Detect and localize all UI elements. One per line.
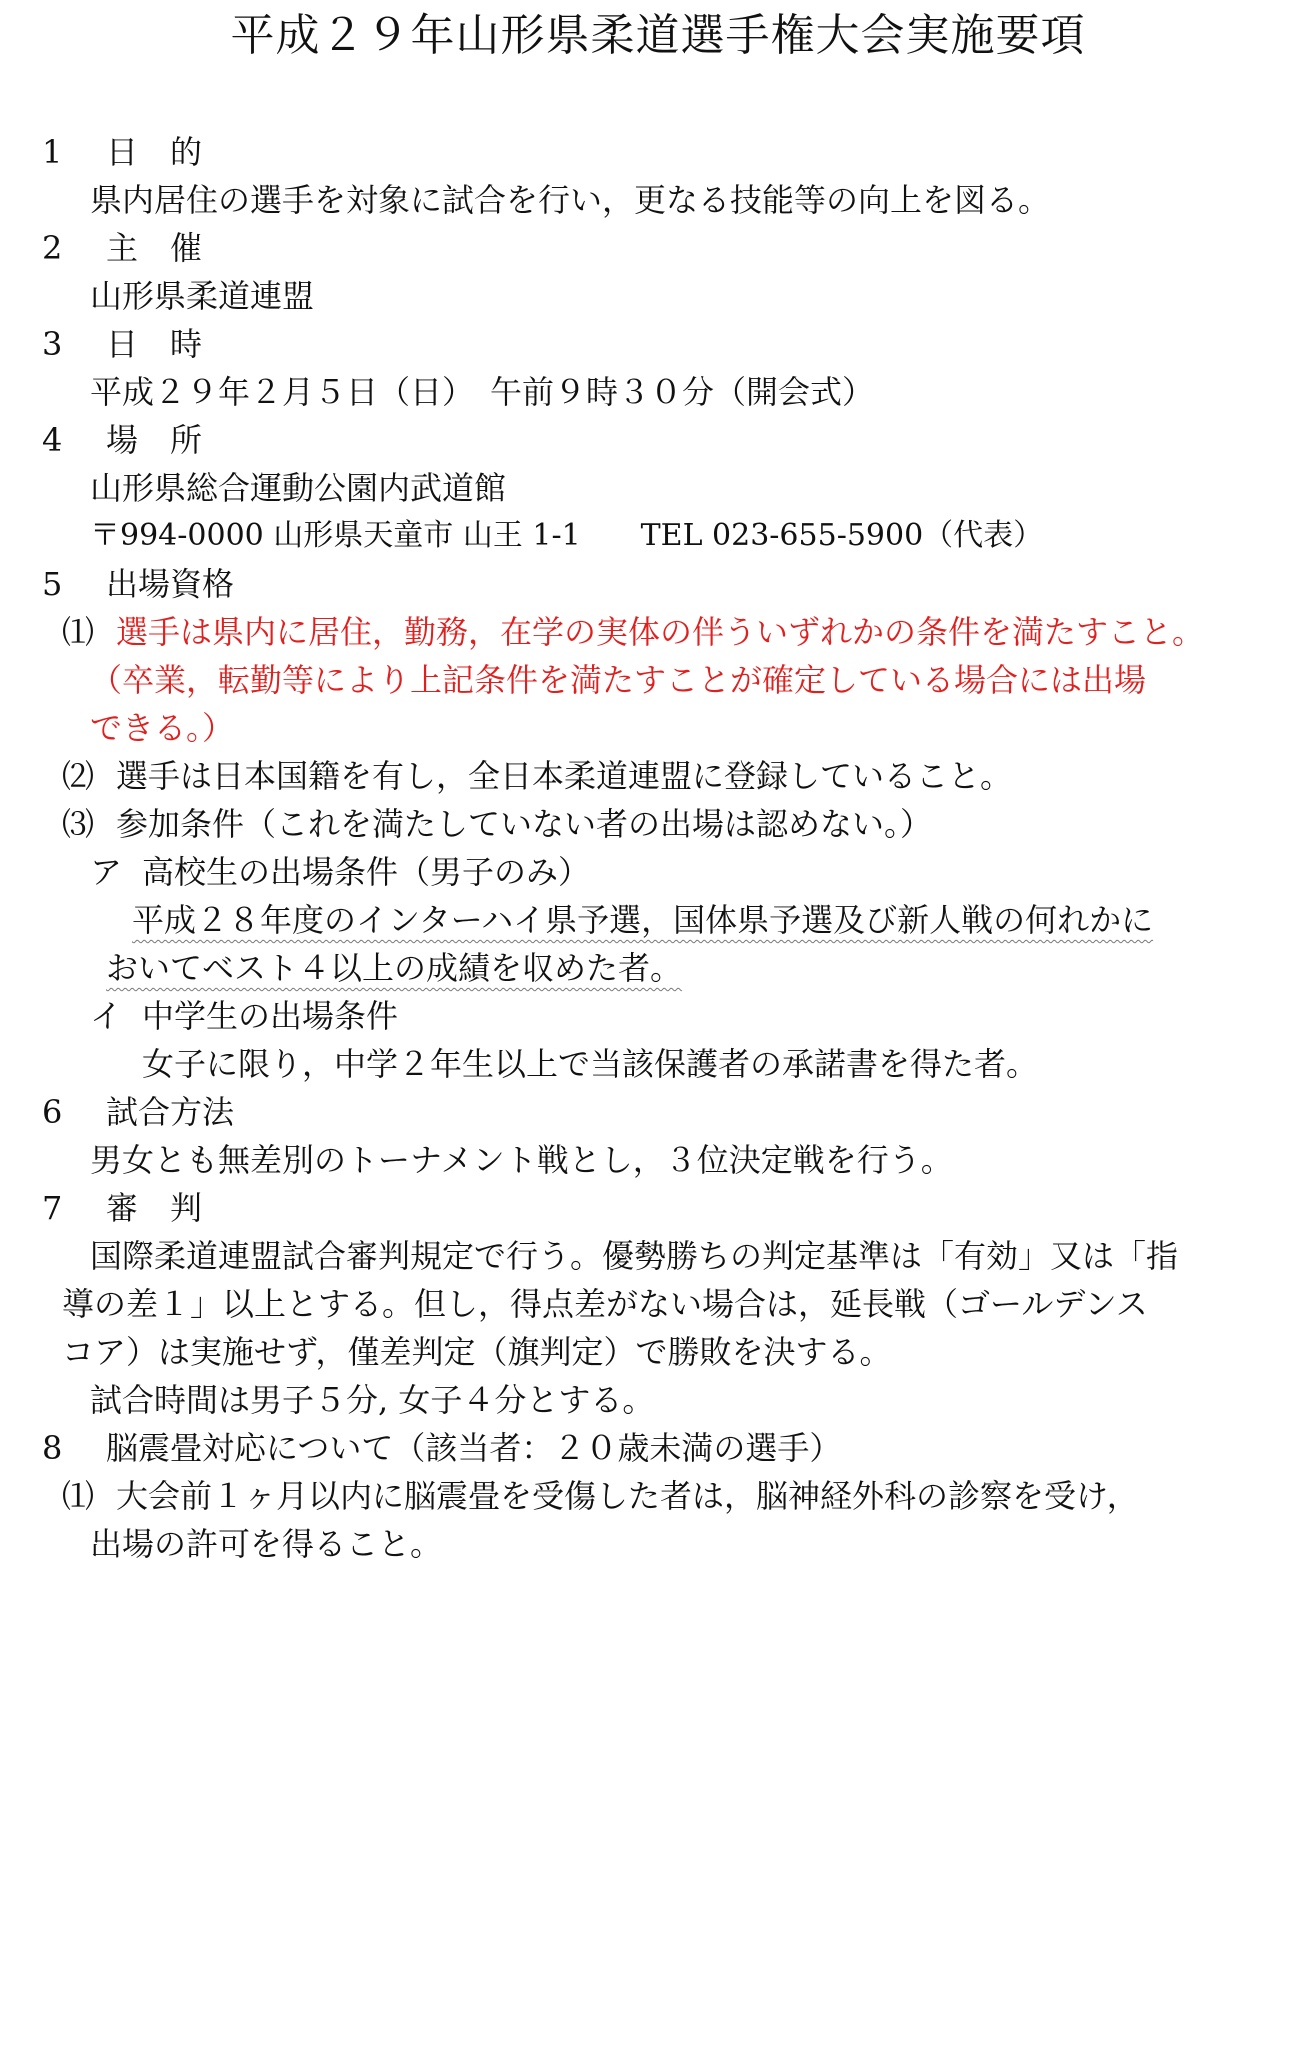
- section-5-item-1-line-1: 選手は県内に居住，勤務，在学の実体の伴ういずれかの条件を満たすこと。: [116, 613, 1205, 651]
- section-5-sub-a-line-2-text: おいてベスト４以上の成績を収めた者。: [106, 949, 683, 987]
- section-8-title: 脳震畳対応について（該当者：２０歳未満の選手）: [106, 1429, 842, 1467]
- section-5-sub-a-line-1: [132, 898, 1153, 942]
- section-8-item-1-line-2: 出場の許可を得ること。: [90, 1525, 443, 1563]
- section-5-item-1-marker: ⑴: [62, 613, 95, 651]
- section-5-item-2-marker: ⑵: [62, 757, 95, 795]
- section-2-title: 主 催: [106, 229, 203, 267]
- section-4-venue: 山形県総合運動公園内武道館: [90, 469, 507, 507]
- section-3-body: 平成２９年２月５日（日） 午前９時３０分（開会式）: [90, 373, 875, 411]
- section-1-heading: [42, 130, 202, 174]
- section-4-address: 〒994-0000 山形県天童市 山王 1-1 TEL 023-655-5900（代表）: [90, 518, 1044, 553]
- section-8-item-1-line-1: 大会前１ヶ月以内に脳震畳を受傷した者は，脳神経外科の診察を受け，: [116, 1477, 1139, 1515]
- section-5-item-3-marker: ⑶: [62, 805, 95, 843]
- section-7-line-4: 試合時間は男子５分, 女子４分とする。: [90, 1381, 655, 1419]
- section-7-title: 審 判: [106, 1189, 203, 1227]
- section-3-title: 日 時: [106, 325, 203, 363]
- section-6-title: 試合方法: [106, 1093, 235, 1131]
- section-3-heading: [42, 322, 202, 366]
- section-5-sub-b-line-1: 女子に限り，中学２年生以上で当該保護者の承諾書を得た者。: [142, 1045, 1039, 1083]
- section-8-item-1-marker: ⑴: [62, 1477, 95, 1515]
- section-2-number: 2: [42, 229, 63, 267]
- section-5-item-1-line-2: （卒業，転勤等により上記条件を満たすことが確定している場合には出場: [90, 661, 1147, 699]
- section-4-title: 場 所: [106, 421, 203, 459]
- section-5-heading: [42, 562, 234, 606]
- section-2-heading: [42, 226, 202, 270]
- section-5-item-2-text: 選手は日本国籍を有し，全日本柔道連盟に登録していること。: [116, 757, 1013, 795]
- section-5-item-3-text: 参加条件（これを満たしていない者の出場は認めない。）: [116, 805, 933, 843]
- section-5-sub-a-line-1-text: 平成２８年度のインターハイ県予選，国体県予選及び新人戦の何れかに: [132, 901, 1154, 939]
- section-5-sub-a-line-2: [106, 946, 682, 990]
- section-6-body: 男女とも無差別のトーナメント戦とし，３位決定戦を行う。: [90, 1141, 953, 1179]
- section-5-number: 5: [42, 565, 63, 603]
- section-3-number: 3: [42, 325, 63, 363]
- document-title: 平成２９年山形県柔道選手権大会実施要項: [230, 10, 1086, 61]
- section-8-number: 8: [42, 1429, 63, 1467]
- section-7-line-1: 国際柔道連盟試合審判規定で行う。優勢勝ちの判定基準は「有効」又は「指: [90, 1237, 1179, 1275]
- section-5-sub-a-marker: ア: [90, 853, 123, 891]
- section-5-title: 出場資格: [106, 565, 235, 603]
- section-2-body: 山形県柔道連盟: [90, 277, 315, 315]
- section-7-line-3: コア）は実施せず，僅差判定（旗判定）で勝敗を決する。: [62, 1333, 892, 1371]
- section-8-heading: [42, 1426, 841, 1470]
- section-5-sub-a-heading: 高校生の出場条件（男子のみ）: [142, 853, 591, 891]
- section-6-number: 6: [42, 1093, 63, 1131]
- section-5-sub-b-marker: イ: [90, 997, 123, 1035]
- section-7-number: 7: [42, 1189, 63, 1227]
- section-4-heading: [42, 418, 202, 462]
- section-1-title: 日 的: [106, 133, 203, 171]
- section-7-heading: [42, 1186, 202, 1230]
- section-6-heading: [42, 1090, 234, 1134]
- section-5-item-1-line-3: できる。）: [90, 709, 235, 747]
- section-4-number: 4: [42, 421, 63, 459]
- section-7-line-2: 導の差１」以上とする。但し，得点差がない場合は，延長戦（ゴールデンス: [62, 1285, 1148, 1323]
- section-5-sub-b-heading: 中学生の出場条件: [142, 997, 399, 1035]
- section-1-number: 1: [42, 133, 63, 171]
- section-1-body: 県内居住の選手を対象に試合を行い，更なる技能等の向上を図る。: [90, 181, 1051, 219]
